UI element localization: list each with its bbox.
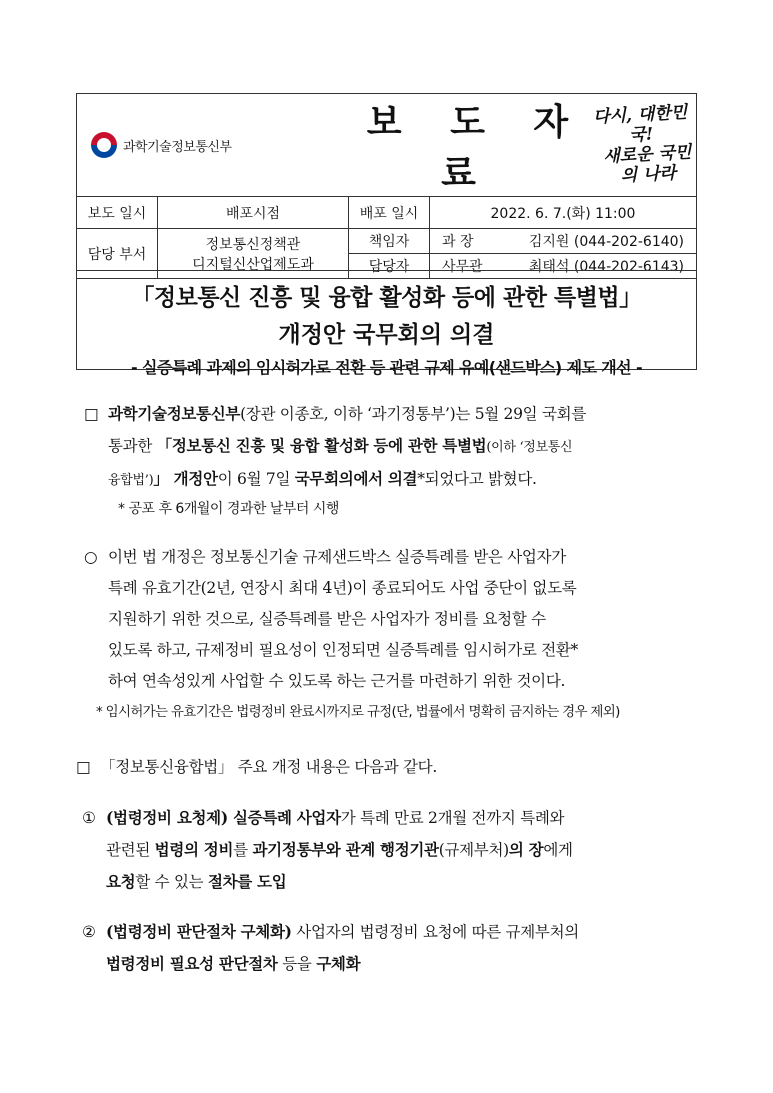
department-value: 정보통신정책관 디지털신산업제도과: [158, 229, 349, 279]
footnote-2: * 임시허가는 유효기간은 법령정비 완료시까지로 규정(단, 법률에서 명확히 금지하는 경우 제외): [96, 704, 620, 720]
headline-line2: 개정안 국무회의 의결: [278, 322, 495, 348]
circled-one-icon: ①: [82, 809, 96, 827]
paragraph-1: □ 과학기술정보통신부(장관 이종호, 이하 ‘과기정통부’)는 5월 29일 국회를 통과한 「정보통신 진흥 및 융합 활성화 등에 관한 특별법(이하 ‘정보통신 융합법’)」 개정안이 6월 7일 국무회의에서 의결*되었다고 밝혔다.: [84, 398, 704, 496]
release-label: 보도 일시: [77, 197, 158, 229]
headline-line1: 「정보통신 진흥 및 융합 활성화 등에 관한 특별법」: [131, 285, 642, 311]
footnote-1: * 공포 후 6개월이 경과한 날부터 시행: [118, 501, 339, 517]
slogan-cell: [587, 94, 697, 197]
subheadline: - 실증특례 과제의 임시허가로 전환 등 관련 규제 유예(샌드박스) 제도 개선 -: [130, 358, 642, 377]
distribution-value: 2022. 6. 7.(화) 11:00: [430, 197, 697, 229]
square-bullet-icon: □: [84, 405, 99, 423]
circled-two-icon: ②: [82, 923, 96, 941]
government-emblem-icon: [91, 132, 117, 158]
paragraph-2: ○ 이번 법 개정은 정보통신기술 규제샌드박스 실증특례를 받은 사업자가 특례 유효기간(2년, 연장시 최대 4년)이 종료되어도 사업 중단이 없도록 지원하기 위한 것으로, 실증특례를 받은 사업자가 정비를 요청할 수 있도록 하고, 규제정비 필요성이 인정되면 실증특례를 임시허가로 전환* 하여 연속성있게 사업할 수 있도록 하는 근거를 마련하기 위한 것이다.: [84, 542, 704, 697]
square-bullet-icon: □: [76, 758, 91, 776]
press-release-title: 보 도 자 료: [366, 102, 587, 194]
staff-value: 사무관 최태석 (044-202-6143): [430, 254, 697, 279]
responsible-label: 책임자: [349, 229, 430, 254]
header-table: [76, 93, 697, 279]
distribution-label: 배포 일시: [349, 197, 430, 229]
item-1: ① (법령정비 요청제) 실증특례 사업자가 특례 만료 2개월 전까지 특례와 관련된 법령의 정비를 과기정통부와 관계 행정기관(규제부처)의 장에게 요청할 수 있는 절차를 도입: [82, 802, 702, 898]
ministry-name: 과학기술정보통신부: [123, 139, 232, 155]
circle-bullet-icon: ○: [84, 548, 98, 566]
headline-box: [76, 270, 697, 377]
staff-label: 담당자: [349, 254, 430, 279]
ministry-cell: [77, 94, 349, 197]
slogan: 다시, 대한민국! 새로운 국민의 나라: [592, 102, 692, 187]
department-label: 담당 부서: [77, 229, 158, 279]
item-2: ② (법령정비 판단절차 구체화) 사업자의 법령정비 요청에 따른 규제부처의 법령정비 필요성 판단절차 등을 구체화: [82, 916, 702, 980]
responsible-value: 과 장 김지원 (044-202-6140): [430, 229, 697, 254]
title-cell: [349, 94, 587, 197]
paragraph-3: □ 「정보통신융합법」 주요 개정 내용은 다음과 같다.: [76, 752, 696, 783]
release-value: 배포시점: [158, 197, 349, 229]
